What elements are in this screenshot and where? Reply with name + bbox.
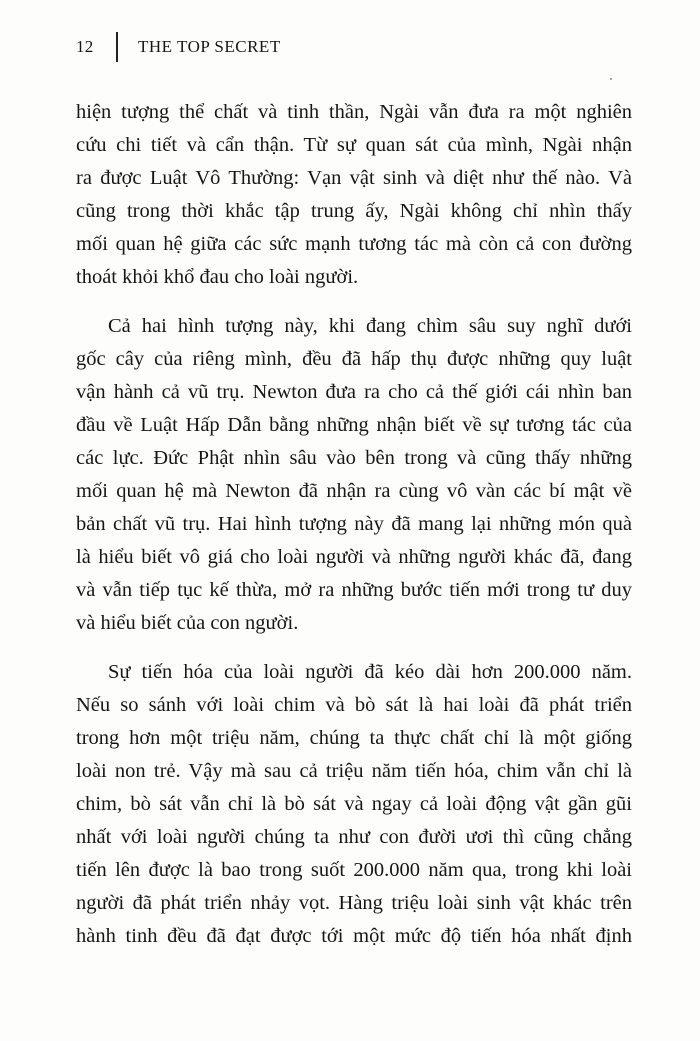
header-divider	[116, 32, 118, 62]
running-header	[76, 30, 281, 64]
text-line: và vẫn tiếp tục kế thừa, mở ra những bước tiến mới trong tư duy	[76, 579, 632, 601]
book-title: THE TOP SECRET	[138, 37, 281, 56]
text-line: nhất với loài người chúng ta như con đười ươi thì cũng chẳng	[76, 826, 632, 848]
body-text	[76, 96, 632, 969]
text-line: vận hành cả vũ trụ. Newton đưa ra cho cả thế giới cái nhìn ban	[76, 381, 632, 403]
text-line: hành tinh đều đã đạt được tới một mức độ tiến hóa nhất định	[76, 925, 632, 947]
text-line: ra được Luật Vô Thường: Vạn vật sinh và diệt như thế nào. Và	[76, 167, 632, 189]
text-line: là hiểu biết vô giá cho loài người và những người khác đã, đang	[76, 546, 632, 568]
paragraph-3	[76, 656, 632, 953]
text-line: đầu về Luật Hấp Dẫn bằng những nhận biết về sự tương tác của	[76, 414, 632, 436]
text-line: Sự tiến hóa của loài người đã kéo dài hơn 200.000 năm.	[108, 661, 632, 683]
text-line: cứu chi tiết và cẩn thận. Từ sự quan sát của mình, Ngài nhận	[76, 134, 632, 156]
text-line: gốc cây của riêng mình, đều đã hấp thụ được những quy luật	[76, 348, 632, 370]
paragraph-2	[76, 310, 632, 640]
paper-speck	[610, 78, 612, 80]
text-line: Nếu so sánh với loài chim và bò sát là hai loài đã phát triển	[76, 694, 632, 716]
text-line: cũng trong thời khắc tập trung ấy, Ngài không chỉ nhìn thấy	[76, 200, 632, 222]
text-line: người đã phát triển nhảy vọt. Hàng triệu loài sinh vật khác trên	[76, 892, 632, 914]
text-line: bản chất vũ trụ. Hai hình tượng này đã mang lại những món quà	[76, 513, 632, 535]
paragraph-1	[76, 96, 632, 294]
text-line: chim, bò sát vẫn chỉ là bò sát và ngay cả loài động vật gần gũi	[76, 793, 632, 815]
text-line: mối quan hệ giữa các sức mạnh tương tác mà còn cả con đường	[76, 233, 632, 255]
text-line: các lực. Đức Phật nhìn sâu vào bên trong và cũng thấy những	[76, 447, 632, 469]
text-line: tiến lên được là bao trong suốt 200.000 năm qua, trong khi loài	[76, 859, 632, 881]
text-line: và hiểu biết của con người.	[76, 612, 299, 634]
text-line: mối quan hệ mà Newton đã nhận ra cùng vô vàn các bí mật về	[76, 480, 632, 502]
text-line: thoát khỏi khổ đau cho loài người.	[76, 266, 359, 288]
text-line: loài non trẻ. Vậy mà sau cả triệu năm tiến hóa, chim vẫn chỉ là	[76, 760, 632, 782]
text-line: hiện tượng thể chất và tinh thần, Ngài vẫn đưa ra một nghiên	[76, 101, 632, 123]
text-line: Cả hai hình tượng này, khi đang chìm sâu suy nghĩ dưới	[108, 315, 632, 337]
page-number: 12	[76, 37, 94, 56]
text-line: trong hơn một triệu năm, chúng ta thực chất chỉ là một giống	[76, 727, 632, 749]
